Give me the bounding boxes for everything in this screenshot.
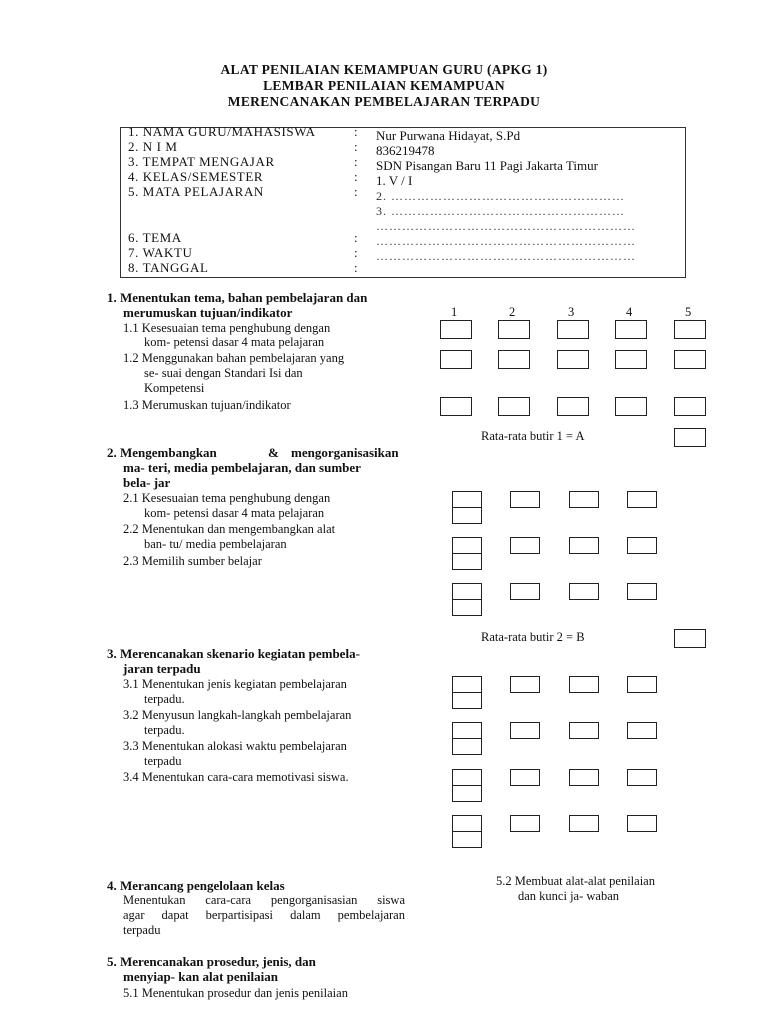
item-3-3: 3.3 Menentukan alokasi waktu pembelajaran (123, 739, 347, 753)
info-value-blank: …………………………………………………… (376, 219, 636, 233)
info-label-name: 1. NAMA GURU/MAHASISWA (128, 124, 316, 139)
score-box-3-4-5[interactable] (452, 831, 482, 848)
score-box-3-1-4[interactable] (627, 676, 657, 693)
score-box-3-3-1[interactable] (452, 769, 482, 786)
title-line-3: MERENCANAKAN PEMBELAJARAN TERPADU (227, 94, 541, 109)
score-box-1-1-4[interactable] (615, 320, 647, 339)
colon: : (354, 169, 358, 184)
item-2-1-cont: kom- petensi dasar 4 mata pelajaran (144, 506, 325, 520)
section-1-heading: 1. Menentukan tema, bahan pembelajaran dan (107, 290, 368, 305)
score-box-2-2-1[interactable] (452, 537, 482, 554)
item-3-2-cont: terpadu. (144, 723, 185, 737)
scale-label-4: 4 (626, 305, 633, 319)
scale-label-1: 1 (451, 305, 458, 319)
colon: : (354, 154, 358, 169)
score-box-3-3-3[interactable] (569, 769, 599, 786)
item-3-4: 3.4 Menentukan cara-cara memotivasi siswa. (123, 770, 349, 784)
section-2-heading-cont2: bela- jar (123, 475, 171, 490)
score-box-2-3-3[interactable] (569, 583, 599, 600)
score-box-1-1-2[interactable] (498, 320, 530, 339)
item-5-2: 5.2 Membuat alat-alat penilaian (496, 874, 655, 888)
score-box-1-3-2[interactable] (498, 397, 530, 416)
item-5-2-cont: dan kunci ja- waban (518, 889, 620, 903)
score-box-3-2-3[interactable] (569, 722, 599, 739)
info-value-blank: …………………………………………………… (376, 234, 636, 248)
section-3-heading: 3. Merencanakan skenario kegiatan pembela- (107, 646, 360, 661)
score-box-1-1-1[interactable] (440, 320, 472, 339)
score-box-2-1-4[interactable] (627, 491, 657, 508)
item-1-2-cont: se- suai dengan Standari Isi dan (144, 366, 303, 380)
info-value-blank: …………………………………………………… (376, 249, 636, 263)
info-value-nim: 836219478 (376, 143, 435, 158)
average-1-box[interactable] (674, 428, 706, 447)
info-label-theme: 6. TEMA (128, 230, 182, 245)
section-4-body-2: agar dapat berpartisipasi dalam pembelajaran (123, 908, 405, 922)
section-2-heading: 2. Mengembangkan (107, 445, 217, 460)
section-4-heading: 4. Merancang pengelolaan kelas (107, 878, 285, 893)
info-label-subject: 5. MATA PELAJARAN (128, 184, 264, 199)
item-3-1: 3.1 Menentukan jenis kegiatan pembelajaran (123, 677, 347, 691)
score-box-3-1-3[interactable] (569, 676, 599, 693)
item-2-2-cont: ban- tu/ media pembelajaran (144, 537, 287, 551)
score-box-3-2-4[interactable] (627, 722, 657, 739)
scale-label-2: 2 (509, 305, 516, 319)
section-1-heading-cont: merumuskan tujuan/indikator (123, 305, 293, 320)
section-2-heading-c: mengorganisasikan (291, 445, 399, 460)
score-box-2-3-1[interactable] (452, 583, 482, 600)
item-3-1-cont: terpadu. (144, 692, 185, 706)
info-label-time: 7. WAKTU (128, 245, 193, 260)
score-box-1-1-3[interactable] (557, 320, 589, 339)
colon: : (354, 245, 358, 260)
score-box-3-2-1[interactable] (452, 722, 482, 739)
item-2-3: 2.3 Memilih sumber belajar (123, 554, 262, 568)
score-box-3-4-4[interactable] (627, 815, 657, 832)
score-box-2-3-2[interactable] (510, 583, 540, 600)
info-value-subject-3: 3. ……………………………………………… (376, 204, 625, 218)
item-1-2-cont2: Kompetensi (144, 381, 205, 395)
score-box-2-2-3[interactable] (569, 537, 599, 554)
score-box-2-3-4[interactable] (627, 583, 657, 600)
colon: : (354, 230, 358, 245)
section-4-body-3: terpadu (123, 923, 161, 937)
item-1-1-cont: kom- petensi dasar 4 mata pelajaran (144, 335, 325, 349)
score-box-2-1-1[interactable] (452, 491, 482, 508)
section-2-heading-amp: & (268, 445, 279, 460)
section-5-heading-cont: menyiap- kan alat penilaian (123, 969, 278, 984)
score-box-1-3-3[interactable] (557, 397, 589, 416)
item-1-3: 1.3 Merumuskan tujuan/indikator (123, 398, 291, 412)
item-2-2: 2.2 Menentukan dan mengembangkan alat (123, 522, 336, 536)
average-1-label: Rata-rata butir 1 = A (481, 429, 585, 443)
score-box-1-2-1[interactable] (440, 350, 472, 369)
info-value-name: Nur Purwana Hidayat, S.Pd (376, 128, 521, 143)
score-box-3-4-1[interactable] (452, 815, 482, 832)
score-box-2-1-3[interactable] (569, 491, 599, 508)
info-value-class: 1. V / I (376, 173, 413, 188)
score-box-2-2-5[interactable] (452, 553, 482, 570)
info-value-school: SDN Pisangan Baru 11 Pagi Jakarta Timur (376, 158, 598, 173)
item-3-3-cont: terpadu (144, 754, 182, 768)
score-box-1-3-4[interactable] (615, 397, 647, 416)
section-3-heading-cont: jaran terpadu (123, 661, 201, 676)
colon: : (354, 184, 358, 199)
score-box-2-1-2[interactable] (510, 491, 540, 508)
score-box-2-2-2[interactable] (510, 537, 540, 554)
scale-label-3: 3 (568, 305, 575, 319)
scale-label-5: 5 (685, 305, 692, 319)
info-value-subject-2: 2. ……………………………………………… (376, 189, 625, 203)
score-box-3-3-4[interactable] (627, 769, 657, 786)
score-box-3-1-1[interactable] (452, 676, 482, 693)
colon: : (354, 139, 358, 154)
score-box-2-2-4[interactable] (627, 537, 657, 554)
score-box-3-3-2[interactable] (510, 769, 540, 786)
colon: : (354, 260, 358, 275)
score-box-3-2-5[interactable] (452, 738, 482, 755)
score-box-1-1-5[interactable] (674, 320, 706, 339)
title-line-1: ALAT PENILAIAN KEMAMPUAN GURU (APKG 1) (220, 62, 548, 77)
item-1-2: 1.2 Menggunakan bahan pembelajaran yang (123, 351, 345, 365)
score-box-1-3-5[interactable] (674, 397, 706, 416)
score-box-3-1-5[interactable] (452, 692, 482, 709)
item-3-2: 3.2 Menyusun langkah-langkah pembelajaran (123, 708, 352, 722)
colon: : (354, 124, 358, 139)
score-box-2-3-5[interactable] (452, 599, 482, 616)
score-box-1-2-4[interactable] (615, 350, 647, 369)
section-5-heading: 5. Merencanakan prosedur, jenis, dan (107, 954, 316, 969)
score-box-3-1-2[interactable] (510, 676, 540, 693)
info-label-class: 4. KELAS/SEMESTER (128, 169, 264, 184)
info-label-date: 8. TANGGAL (128, 260, 209, 275)
average-2-label: Rata-rata butir 2 = B (481, 630, 585, 644)
score-box-3-4-3[interactable] (569, 815, 599, 832)
score-box-3-4-2[interactable] (510, 815, 540, 832)
item-2-1: 2.1 Kesesuaian tema penghubung dengan (123, 491, 331, 505)
score-box-1-2-3[interactable] (557, 350, 589, 369)
info-label-school: 3. TEMPAT MENGAJAR (128, 154, 275, 169)
score-box-3-2-2[interactable] (510, 722, 540, 739)
title-line-2: LEMBAR PENILAIAN KEMAMPUAN (263, 78, 505, 93)
score-box-1-2-2[interactable] (498, 350, 530, 369)
item-1-1: 1.1 Kesesuaian tema penghubung dengan (123, 321, 331, 335)
section-4-body-1: Menentukan cara-cara pengorganisasian siswa (123, 893, 405, 907)
score-box-1-3-1[interactable] (440, 397, 472, 416)
score-box-3-3-5[interactable] (452, 785, 482, 802)
score-box-1-2-5[interactable] (674, 350, 706, 369)
section-2-heading-cont: ma- teri, media pembelajaran, dan sumber (123, 460, 361, 475)
score-box-2-1-5[interactable] (452, 507, 482, 524)
average-2-box[interactable] (674, 629, 706, 648)
item-5-1: 5.1 Menentukan prosedur dan jenis penilaian (123, 986, 348, 1000)
info-label-nim: 2. N I M (128, 139, 178, 154)
